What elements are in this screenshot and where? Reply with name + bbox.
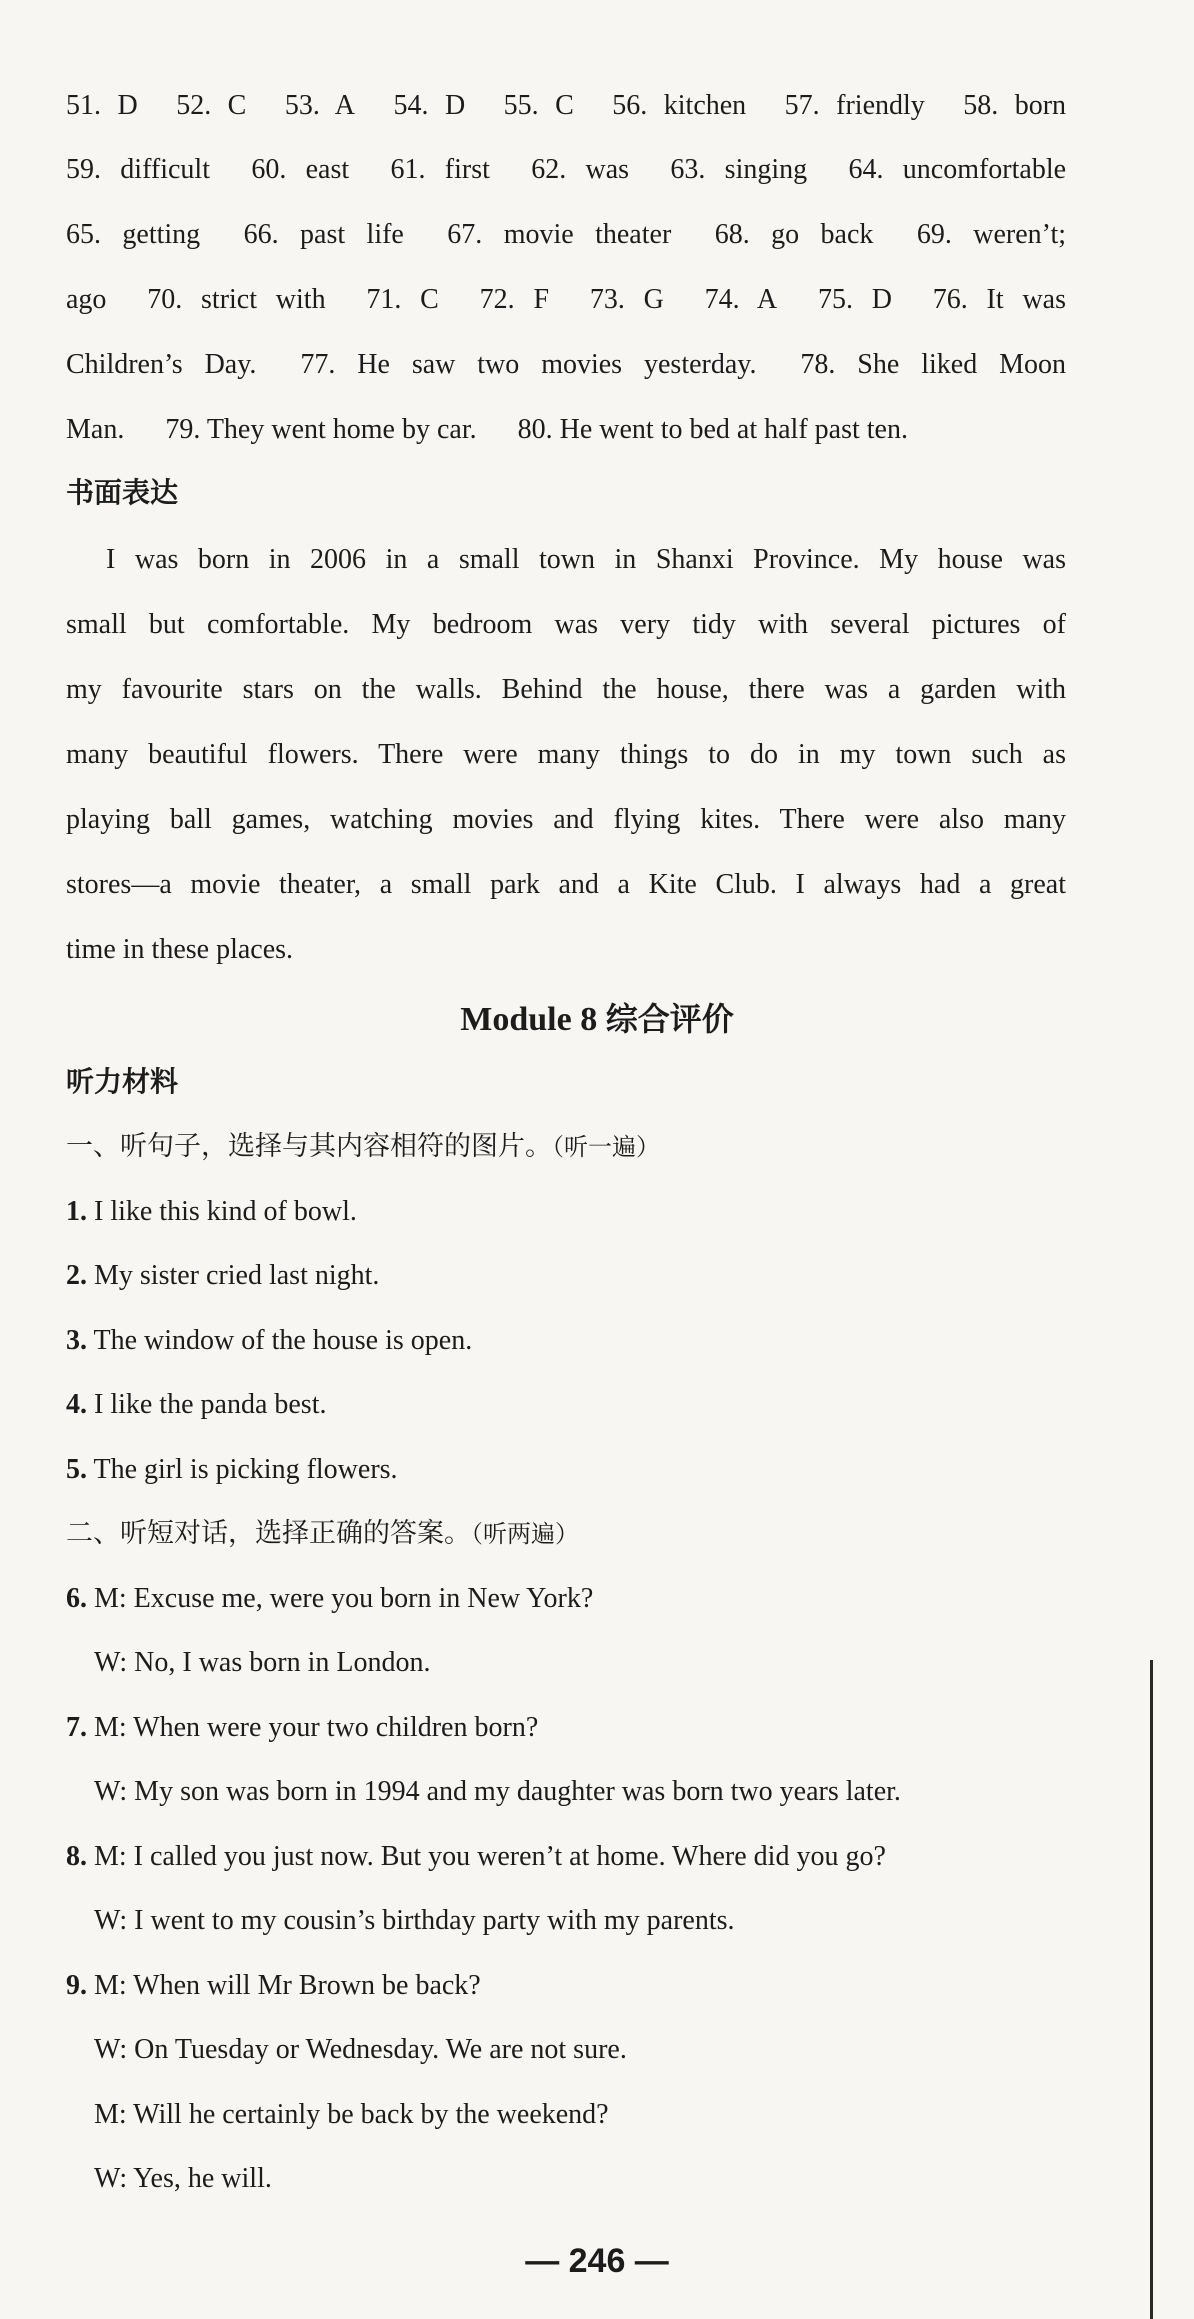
answer-item: Children’s Day. — [66, 349, 257, 380]
answer-item: 66. past life — [243, 219, 404, 250]
dialogue-line — [94, 2030, 1094, 2070]
dialogue-text: W: My son was born in 1994 and my daughter was born two years later. — [94, 1776, 901, 1807]
answer-item: 69. weren’t; — [916, 219, 1067, 250]
writing-line: small but comfortable. My bedroom was very tidy with several pictures of — [66, 609, 1066, 640]
dialogue-text: M: I called you just now. But you weren’t at home. Where did you go? — [94, 1841, 886, 1872]
answer-line-6 — [66, 410, 1066, 450]
page-number: — 246 — — [525, 2242, 669, 2280]
listening-item — [66, 1321, 1066, 1361]
writing-line: my favourite stars on the walls. Behind the house, there was a garden with — [66, 674, 1066, 705]
dialogue-text: W: Yes, he will. — [94, 2163, 272, 2194]
dialogue-text: M: When will Mr Brown be back? — [94, 1970, 481, 2001]
listening-item — [66, 1256, 1066, 1296]
item-number: 5. — [66, 1454, 87, 1485]
item-text: My sister cried last night. — [94, 1260, 380, 1291]
dialogue-text: W: No, I was born in London. — [94, 1647, 431, 1678]
answer-item: 80. He went to bed at half past ten. — [517, 414, 908, 445]
answer-item: 57. friendly — [784, 90, 925, 121]
dialogue-text: M: Excuse me, were you born in New York? — [94, 1583, 594, 1614]
item-text: The girl is picking flowers. — [93, 1454, 398, 1485]
writing-line: playing ball games, watching movies and flying kites. There were also many — [66, 804, 1066, 835]
item-number: 3. — [66, 1325, 87, 1356]
answer-item: 52. C — [176, 90, 247, 121]
listening-item — [66, 1385, 1066, 1425]
answer-item: 70. strict with — [147, 284, 326, 315]
part2-instruction: 二、听短对话，选择正确的答案。 — [66, 1518, 471, 1549]
dialogue-text: M: Will he certainly be back by the weekend? — [94, 2099, 609, 2130]
answer-line-3 — [66, 215, 1066, 255]
answer-line-5 — [66, 345, 1066, 385]
item-text: I like this kind of bowl. — [94, 1196, 357, 1227]
listening-part2-title — [66, 1514, 579, 1554]
dialogue-line — [66, 1966, 1066, 2006]
module-title — [0, 994, 1194, 1045]
answer-item: 78. She liked Moon — [800, 349, 1067, 380]
item-number: 7. — [66, 1712, 87, 1743]
answer-item: 73. G — [589, 284, 664, 315]
dialogue-line — [66, 1837, 1066, 1877]
listening-heading: 听力材料 — [66, 1065, 179, 1098]
item-number: 6. — [66, 1583, 87, 1614]
answer-item: 61. first — [390, 154, 490, 185]
answer-item: 64. uncomfortable — [848, 154, 1067, 185]
answer-item: 79. They went home by car. — [165, 414, 477, 445]
answer-item: 56. kitchen — [612, 90, 747, 121]
answer-item: 77. He saw two movies yesterday. — [300, 349, 757, 380]
answer-item: 59. difficult — [66, 154, 210, 185]
module-title-en: Module 8 — [460, 1001, 598, 1038]
answer-item: 76. It was — [932, 284, 1066, 315]
answer-item: 71. C — [366, 284, 439, 315]
writing-line: stores—a movie theater, a small park and a Kite Club. I always had a great — [66, 869, 1066, 900]
answer-item: 55. C — [503, 90, 574, 121]
answer-item: ago — [66, 284, 107, 315]
item-number: 1. — [66, 1196, 87, 1227]
answer-item: 51. D — [66, 90, 138, 121]
module-title-cn: 综合评价 — [605, 1000, 734, 1038]
answer-item: 63. singing — [670, 154, 808, 185]
writing-line: I was born in 2006 in a small town in Shanxi Province. My house was — [106, 544, 1066, 575]
dialogue-text: W: On Tuesday or Wednesday. We are not sure. — [94, 2034, 627, 2065]
answer-line-4 — [66, 280, 1066, 320]
item-number: 2. — [66, 1260, 87, 1291]
answer-item: 75. D — [817, 284, 892, 315]
answer-item: 58. born — [963, 90, 1067, 121]
item-number: 9. — [66, 1970, 87, 2001]
part1-note: （听一遍） — [552, 1133, 660, 1161]
item-text: The window of the house is open. — [93, 1325, 473, 1356]
listening-item — [66, 1192, 1066, 1232]
answer-item: Man. — [66, 414, 125, 445]
answer-item: 67. movie theater — [447, 219, 672, 250]
answer-line-1 — [66, 86, 1066, 126]
dialogue-line — [66, 1708, 1066, 1748]
answer-item: 62. was — [531, 154, 630, 185]
item-text: I like the panda best. — [94, 1389, 327, 1420]
answer-item: 60. east — [251, 154, 350, 185]
answer-line-2 — [66, 150, 1066, 190]
answer-item: 65. getting — [66, 219, 201, 250]
answer-item: 53. A — [284, 90, 355, 121]
item-number: 8. — [66, 1841, 87, 1872]
writing-line: many beautiful flowers. There were many things to do in my town such as — [66, 739, 1066, 770]
part2-note: （听两遍） — [471, 1520, 579, 1548]
dialogue-text: M: When were your two children born? — [94, 1712, 539, 1743]
dialogue-line — [94, 2095, 1094, 2135]
dialogue-line — [94, 1772, 1094, 1812]
answer-item: 54. D — [393, 90, 466, 121]
dialogue-line — [94, 2159, 1094, 2199]
dialogue-line — [66, 1579, 1066, 1619]
writing-heading: 书面表达 — [66, 476, 179, 509]
dialogue-line — [94, 1643, 1094, 1683]
dialogue-text: W: I went to my cousin’s birthday party with my parents. — [94, 1905, 735, 1936]
item-number: 4. — [66, 1389, 87, 1420]
answer-item: 74. A — [704, 284, 778, 315]
listening-part1-title — [66, 1127, 660, 1167]
answer-item: 68. go back — [714, 219, 874, 250]
part1-instruction: 一、听句子，选择与其内容相符的图片。 — [66, 1131, 552, 1162]
page-edge-shadow — [1150, 1660, 1153, 2319]
listening-item — [66, 1450, 1066, 1490]
writing-line: time in these places. — [66, 934, 294, 965]
dialogue-line — [94, 1901, 1094, 1941]
answer-item: 72. F — [479, 284, 550, 315]
